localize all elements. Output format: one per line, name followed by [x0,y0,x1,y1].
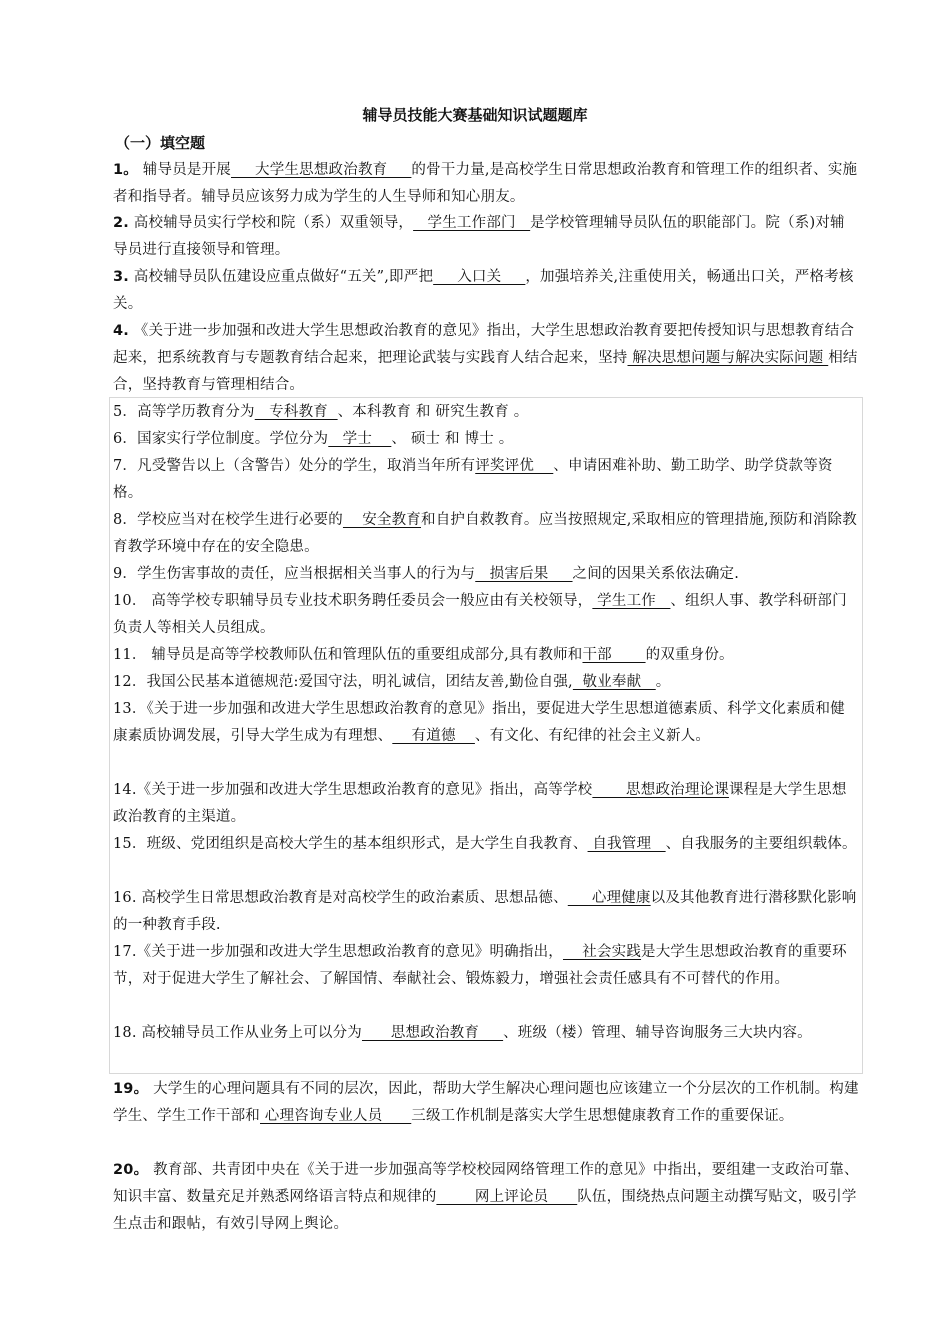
question-12 [113,669,859,696]
answer-blank: 思想政治理论课 [592,782,729,798]
question-text: 以及其他教育进行潜移默化影响的一种教育手段. [113,890,857,933]
question-number: 2. [113,215,129,231]
section-heading: （一）填空题 [115,134,206,152]
answer-blank: 心理健康 [567,890,651,906]
answer-blank: 学生工作部门 [413,215,531,231]
question-text: 、自我服务的主要组织载体。 [665,836,857,852]
question-13 [113,696,859,750]
question-text: 高校辅导员实行学校和院（系）双重领导， [129,215,414,231]
question-3 [113,264,859,318]
answer-blank: 心理咨询专业人员 [260,1108,412,1124]
question-text: 《关于进一步加强和改进大学生思想政治教育的意见》指出，要促进大学生思想道德素质、科学文化素质和健康素质协调发展，引导大学生成为有理想、 [113,701,845,744]
question-text: 队伍，围绕热点问题主动撰写贴文，吸引学生点击和跟帖，有效引导网上舆论。 [113,1189,857,1232]
question-number: 16. [113,890,137,906]
question-text: 辅导员是高等学校教师队伍和管理队伍的重要组成部分,具有教师和 [146,647,583,663]
question-number: 9． [113,566,138,582]
question-9 [113,561,859,588]
question-text: 学校应当对在校学生进行必要的 [137,512,343,528]
answer-blank: 损害后果 [475,566,573,582]
answer-blank: 专科教育 [254,404,338,420]
question-number: 3. [113,269,129,285]
question-number: 10． [113,593,147,609]
question-text: 的双重身份。 [645,647,734,663]
question-text: 、本科教育 和 研究生教育 。 [337,404,529,420]
answer-blank: 学生工作 [592,593,671,609]
question-number: 5． [113,404,138,420]
question-text: 高校学生日常思想政治教育是对高校学生的政治素质、思想品德、 [136,890,568,906]
question-text: 的骨干力量,是高校学生日常思想政治教育和管理工作的组织者、实施者和指导者。辅导员应该努力成为学生的人生导师和知心朋友。 [113,162,858,205]
question-14 [113,777,859,831]
question-text: 高等学历教育分为 [137,404,255,420]
question-2 [113,210,859,264]
question-number: 18. [113,1025,137,1041]
answer-blank: 干部 [582,647,646,663]
question-text: 大学生的心理问题具有不同的层次，因此，帮助大学生解决心理问题也应该建立一个分层次的工作机制。构建学生、学生工作干部和 [113,1081,859,1124]
question-number: 14. [113,782,137,798]
question-17 [113,939,859,993]
question-6 [113,426,859,453]
question-18 [113,1020,859,1047]
question-number: 6． [113,431,138,447]
question-text: 学生伤害事故的责任，应当根据相关当事人的行为与 [137,566,476,582]
question-text: 《关于进一步加强和改进大学生思想政治教育的意见》指出，高等学校 [136,782,593,798]
question-number: 13． [113,701,147,717]
question-16 [113,885,859,939]
question-number: 17. [113,944,137,960]
question-text: 《关于进一步加强和改进大学生思想政治教育的意见》明确指出， [136,944,563,960]
question-7 [113,453,859,507]
question-number: 12． [113,674,147,690]
answer-blank: 评奖评优 [475,458,554,474]
answer-blank: 有道德 [392,728,475,744]
question-text: 教育部、共青团中央在《关于进一步加强高等学校校园网络管理工作的意见》中指出，要组建一支政治可靠、知识丰富、数量充足并熟悉网络语言特点和规律的 [113,1162,859,1205]
question-number: 7． [113,458,138,474]
question-text: 、申请困难补助、勤工助学、助学贷款等资格。 [113,458,833,501]
question-1 [113,157,859,211]
question-11 [113,642,859,669]
question-text: 之间的因果关系依法确定. [572,566,740,582]
answer-blank: 解决思想问题与解决实际问题 [627,350,829,366]
question-text: 、组织人事、教学科研部门负责人等相关人员组成。 [113,593,847,636]
question-text: 是学校管理辅导员队伍的职能部门。院（系)对辅导员进行直接领导和管理。 [113,215,845,258]
question-number: 20。 [113,1162,149,1178]
question-text: 高校辅导员工作从业务上可以分为 [136,1025,362,1041]
answer-blank: 自我管理 [587,836,666,852]
question-text: 《关于进一步加强和改进大学生思想政治教育的意见》指出，大学生思想政治教育要把传授知识与思想教育结合起来，把系统教育与专题教育结合起来，把理论武装与实践育人结合起来，坚持 [113,323,855,366]
question-text: 我国公民基本道德规范:爱国守法，明礼诚信，团结友善,勤俭自强, [146,674,573,690]
question-text: 是大学生思想政治教育的重要环节，对于促进大学生了解社会、了解国情、奉献社会、锻炼毅力，增强社会责任感具有不可替代的作用。 [113,944,847,987]
question-number: 8． [113,512,138,528]
question-text: 、班级（楼）管理、辅导咨询服务三大块内容。 [503,1025,812,1041]
question-text: 高等学校专职辅导员专业技术职务聘任委员会一般应由有关校领导， [146,593,593,609]
question-5 [113,399,859,426]
answer-blank: 安全教育 [342,512,421,528]
question-text: 三级工作机制是落实大学生思想健康教育工作的重要保证。 [411,1108,794,1124]
answer-blank: 敬业奉献 [572,674,656,690]
question-number: 11． [113,647,147,663]
answer-blank: 社会实践 [562,944,642,960]
question-4 [113,318,859,399]
question-text: 相结合，坚持教育与管理相结合。 [113,350,858,393]
question-text: 国家实行学位制度。学位分为 [137,431,329,447]
answer-blank: 大学生思想政治教育 [231,162,412,178]
question-text: 和自护自救教育。应当按照规定,采取相应的管理措施,预防和消除教育教学环境中存在的安全隐患。 [113,512,857,555]
question-number: 4. [113,323,129,339]
question-text: ，加强培养关,注重使用关，畅通出口关，严格考核关。 [113,269,854,312]
question-19 [113,1076,859,1130]
question-text: 高校辅导员队伍建设应重点做好“五关”,即严把 [129,269,434,285]
question-number: 19。 [113,1081,149,1097]
question-number: 15． [113,836,147,852]
question-number: 1。 [113,162,138,178]
question-text: 、有文化、有纪律的社会主义新人。 [474,728,711,744]
question-20 [113,1157,859,1238]
answer-blank: 学士 [328,431,392,447]
question-15 [113,831,859,858]
question-text: 辅导员是开展 [138,162,232,178]
document-title: 辅导员技能大赛基础知识试题题库 [362,106,588,124]
question-text: 、 硕士 和 博士 。 [391,431,514,447]
answer-blank: 网上评论员 [436,1189,578,1205]
question-10 [113,588,859,642]
question-text: 课程是大学生思想政治教育的主渠道。 [113,782,847,825]
answer-blank: 思想政治教育 [361,1025,504,1041]
question-text: 。 [655,674,671,690]
question-text: 班级、党团组织是高校大学生的基本组织形式，是大学生自我教育、 [146,836,588,852]
question-8 [113,507,859,561]
question-text: 凡受警告以上（含警告）处分的学生，取消当年所有 [137,458,476,474]
answer-blank: 入口关 [433,269,526,285]
